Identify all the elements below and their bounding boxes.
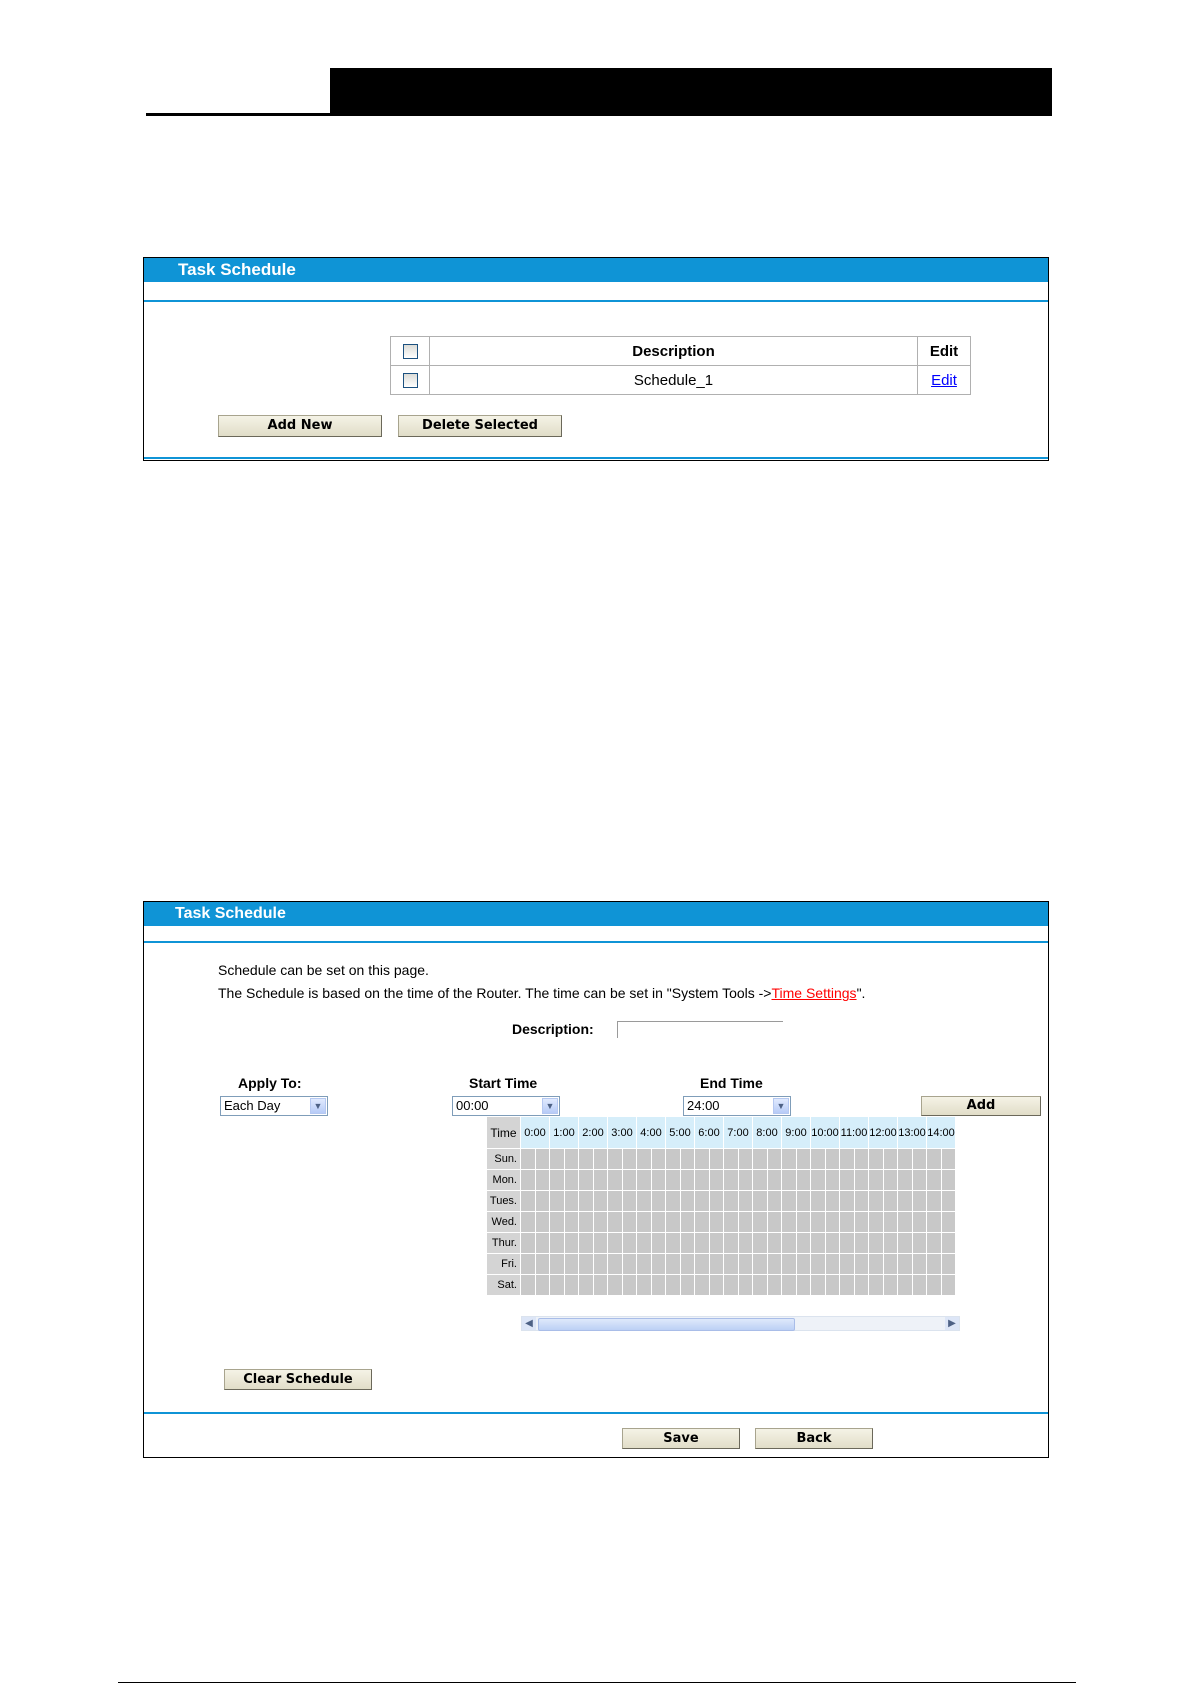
grid-day-row — [487, 1254, 955, 1274]
grid-hour-header: 9:00 — [782, 1117, 810, 1148]
schedule-slot[interactable] — [768, 1275, 782, 1295]
schedule-slot[interactable] — [884, 1233, 898, 1253]
schedule-slot[interactable] — [869, 1170, 883, 1190]
row-checkbox[interactable] — [403, 373, 418, 388]
schedule-slot[interactable] — [681, 1275, 695, 1295]
schedule-slot[interactable] — [855, 1170, 869, 1190]
schedule-slot[interactable] — [898, 1212, 912, 1232]
schedule-slot[interactable] — [782, 1275, 796, 1295]
grid-hour-header: 7:00 — [724, 1117, 752, 1148]
schedule-slot[interactable] — [753, 1212, 767, 1232]
schedule-slot[interactable] — [565, 1254, 579, 1274]
schedule-slot[interactable] — [942, 1191, 956, 1211]
schedule-slot[interactable] — [797, 1212, 811, 1232]
panel-title: Task Schedule — [144, 902, 1048, 926]
schedule-slot[interactable] — [927, 1275, 941, 1295]
schedule-slot[interactable] — [652, 1212, 666, 1232]
schedule-slot[interactable] — [521, 1254, 535, 1274]
task-schedule-list-panel — [143, 257, 1049, 461]
schedule-slot[interactable] — [536, 1233, 550, 1253]
schedule-slot[interactable] — [942, 1149, 956, 1169]
schedule-slot[interactable] — [942, 1254, 956, 1274]
schedule-slot[interactable] — [753, 1233, 767, 1253]
schedule-slot[interactable] — [913, 1275, 927, 1295]
schedule-slot[interactable] — [927, 1149, 941, 1169]
schedule-slot[interactable] — [695, 1149, 709, 1169]
description-header: Description — [430, 337, 918, 366]
schedule-slot[interactable] — [840, 1191, 854, 1211]
grid-day-label: Wed. — [487, 1212, 520, 1232]
schedule-slot[interactable] — [797, 1191, 811, 1211]
schedule-slot[interactable] — [521, 1212, 535, 1232]
schedule-slot[interactable] — [753, 1149, 767, 1169]
save-button[interactable]: Save — [622, 1428, 740, 1449]
schedule-slot[interactable] — [594, 1170, 608, 1190]
schedule-slot[interactable] — [739, 1149, 753, 1169]
schedule-slot[interactable] — [811, 1170, 825, 1190]
schedule-slot[interactable] — [565, 1233, 579, 1253]
scrollbar-thumb[interactable] — [538, 1318, 795, 1331]
schedule-slot[interactable] — [550, 1233, 564, 1253]
add-new-button[interactable]: Add New — [218, 415, 382, 437]
schedule-slot[interactable] — [942, 1275, 956, 1295]
schedule-slot[interactable] — [536, 1170, 550, 1190]
schedule-slot[interactable] — [768, 1233, 782, 1253]
schedule-slot[interactable] — [565, 1191, 579, 1211]
schedule-slot[interactable] — [710, 1191, 724, 1211]
schedule-slot[interactable] — [608, 1212, 622, 1232]
start-time-value: 00:00 — [456, 1098, 489, 1113]
schedule-slot[interactable] — [840, 1254, 854, 1274]
schedule-slot[interactable] — [550, 1191, 564, 1211]
schedule-slot[interactable] — [550, 1212, 564, 1232]
schedule-slot[interactable] — [898, 1149, 912, 1169]
schedule-slot[interactable] — [594, 1191, 608, 1211]
schedule-slot[interactable] — [811, 1275, 825, 1295]
schedule-slot[interactable] — [536, 1212, 550, 1232]
schedule-slot[interactable] — [652, 1254, 666, 1274]
schedule-slot[interactable] — [782, 1212, 796, 1232]
schedule-slot[interactable] — [884, 1191, 898, 1211]
schedule-slot[interactable] — [608, 1170, 622, 1190]
schedule-slot[interactable] — [666, 1233, 680, 1253]
schedule-slot[interactable] — [811, 1149, 825, 1169]
schedule-slot[interactable] — [913, 1191, 927, 1211]
schedule-slot[interactable] — [623, 1170, 637, 1190]
grid-time-header: Time — [487, 1117, 520, 1148]
schedule-slot[interactable] — [550, 1170, 564, 1190]
schedule-slot[interactable] — [811, 1191, 825, 1211]
row-edit-cell — [918, 366, 971, 395]
schedule-slot[interactable] — [565, 1170, 579, 1190]
schedule-slot[interactable] — [695, 1233, 709, 1253]
schedule-slot[interactable] — [840, 1212, 854, 1232]
schedule-slot[interactable] — [536, 1149, 550, 1169]
schedule-slot[interactable] — [724, 1233, 738, 1253]
schedule-table — [390, 336, 971, 395]
schedule-slot[interactable] — [869, 1254, 883, 1274]
schedule-slot[interactable] — [724, 1254, 738, 1274]
header-bar — [330, 68, 1052, 116]
schedule-slot[interactable] — [521, 1170, 535, 1190]
schedule-slot[interactable] — [826, 1149, 840, 1169]
schedule-slot[interactable] — [681, 1149, 695, 1169]
schedule-slot[interactable] — [681, 1233, 695, 1253]
grid-header-row — [487, 1117, 955, 1148]
delete-selected-button[interactable]: Delete Selected — [398, 415, 562, 437]
schedule-slot[interactable] — [521, 1275, 535, 1295]
schedule-slot[interactable] — [521, 1233, 535, 1253]
schedule-slot[interactable] — [550, 1149, 564, 1169]
back-button[interactable]: Back — [755, 1428, 873, 1449]
schedule-slot[interactable] — [637, 1191, 651, 1211]
schedule-slot[interactable] — [782, 1170, 796, 1190]
info-line-2-prefix: The Schedule is based on the time of the Router. The time can be set in "System Tools -> — [218, 985, 772, 1001]
schedule-slot[interactable] — [666, 1254, 680, 1274]
header-underline — [146, 113, 330, 116]
grid-hour-header: 5:00 — [666, 1117, 694, 1148]
schedule-slot[interactable] — [565, 1212, 579, 1232]
grid-hour-header: 6:00 — [695, 1117, 723, 1148]
schedule-slot[interactable] — [739, 1212, 753, 1232]
schedule-slot[interactable] — [782, 1233, 796, 1253]
schedule-slot[interactable] — [710, 1254, 724, 1274]
schedule-slot[interactable] — [811, 1254, 825, 1274]
add-button[interactable]: Add — [921, 1096, 1041, 1116]
schedule-slot[interactable] — [536, 1191, 550, 1211]
schedule-slot[interactable] — [594, 1149, 608, 1169]
schedule-slot[interactable] — [565, 1149, 579, 1169]
grid-day-label: Fri. — [487, 1254, 520, 1274]
chevron-down-icon: ▼ — [542, 1098, 558, 1114]
schedule-slot[interactable] — [652, 1233, 666, 1253]
schedule-slot[interactable] — [782, 1191, 796, 1211]
schedule-slot[interactable] — [710, 1170, 724, 1190]
schedule-slot[interactable] — [623, 1233, 637, 1253]
schedule-slot[interactable] — [797, 1233, 811, 1253]
grid-hour-header: 12:00 — [869, 1117, 897, 1148]
schedule-slot[interactable] — [724, 1170, 738, 1190]
panel-title: Task Schedule — [144, 258, 1048, 282]
chevron-down-icon: ▼ — [773, 1098, 789, 1114]
schedule-slot[interactable] — [840, 1233, 854, 1253]
schedule-slot[interactable] — [652, 1191, 666, 1211]
scroll-right-icon[interactable]: ▶ — [945, 1317, 959, 1330]
schedule-slot[interactable] — [666, 1149, 680, 1169]
schedule-slot[interactable] — [608, 1191, 622, 1211]
schedule-slot[interactable] — [637, 1212, 651, 1232]
schedule-slot[interactable] — [739, 1191, 753, 1211]
schedule-slot[interactable] — [666, 1191, 680, 1211]
grid-hour-header: 10:00 — [811, 1117, 839, 1148]
schedule-slot[interactable] — [579, 1212, 593, 1232]
grid-day-row — [487, 1149, 955, 1169]
schedule-slot[interactable] — [594, 1275, 608, 1295]
horizontal-scrollbar[interactable] — [521, 1316, 960, 1331]
schedule-slot[interactable] — [594, 1212, 608, 1232]
schedule-slot[interactable] — [724, 1149, 738, 1169]
schedule-slot[interactable] — [550, 1275, 564, 1295]
schedule-slot[interactable] — [753, 1254, 767, 1274]
grid-day-label: Sun. — [487, 1149, 520, 1169]
schedule-slot[interactable] — [811, 1233, 825, 1253]
row-select-cell — [391, 366, 430, 395]
schedule-slot[interactable] — [797, 1254, 811, 1274]
schedule-slot[interactable] — [768, 1254, 782, 1274]
schedule-slot[interactable] — [637, 1233, 651, 1253]
schedule-slot[interactable] — [724, 1212, 738, 1232]
schedule-slot[interactable] — [898, 1170, 912, 1190]
schedule-slot[interactable] — [724, 1191, 738, 1211]
schedule-slot[interactable] — [840, 1149, 854, 1169]
schedule-slot[interactable] — [623, 1275, 637, 1295]
schedule-slot[interactable] — [811, 1212, 825, 1232]
schedule-slot[interactable] — [623, 1149, 637, 1169]
schedule-slot[interactable] — [855, 1233, 869, 1253]
schedule-slot[interactable] — [565, 1275, 579, 1295]
schedule-slot[interactable] — [753, 1191, 767, 1211]
schedule-slot[interactable] — [681, 1170, 695, 1190]
schedule-slot[interactable] — [637, 1275, 651, 1295]
schedule-slot[interactable] — [840, 1170, 854, 1190]
time-settings-link[interactable]: Time Settings — [771, 985, 857, 1001]
schedule-slot[interactable] — [579, 1233, 593, 1253]
schedule-slot[interactable] — [942, 1233, 956, 1253]
schedule-slot[interactable] — [927, 1233, 941, 1253]
grid-hour-header: 8:00 — [753, 1117, 781, 1148]
schedule-slot[interactable] — [536, 1275, 550, 1295]
schedule-slot[interactable] — [623, 1191, 637, 1211]
schedule-slot[interactable] — [869, 1191, 883, 1211]
apply-to-select[interactable] — [220, 1096, 328, 1116]
end-time-select[interactable] — [683, 1096, 791, 1116]
divider — [144, 941, 1048, 943]
schedule-slot[interactable] — [913, 1254, 927, 1274]
schedule-slot[interactable] — [782, 1149, 796, 1169]
schedule-slot[interactable] — [942, 1170, 956, 1190]
schedule-grid — [486, 1116, 956, 1296]
row-description: Schedule_1 — [430, 366, 918, 395]
schedule-slot[interactable] — [666, 1212, 680, 1232]
select-all-checkbox[interactable] — [403, 344, 418, 359]
divider — [144, 457, 1048, 459]
grid-hour-header: 4:00 — [637, 1117, 665, 1148]
description-input[interactable] — [617, 1021, 783, 1038]
description-label: Description: — [512, 1021, 594, 1037]
schedule-slot[interactable] — [695, 1254, 709, 1274]
schedule-slot[interactable] — [579, 1191, 593, 1211]
schedule-slot[interactable] — [579, 1170, 593, 1190]
info-line-2-suffix: ". — [856, 985, 866, 1001]
schedule-slot[interactable] — [797, 1170, 811, 1190]
schedule-slot[interactable] — [521, 1149, 535, 1169]
schedule-slot[interactable] — [768, 1191, 782, 1211]
grid-day-row — [487, 1233, 955, 1253]
schedule-slot[interactable] — [826, 1212, 840, 1232]
divider — [144, 1412, 1048, 1414]
schedule-slot[interactable] — [753, 1275, 767, 1295]
chevron-down-icon: ▼ — [310, 1098, 326, 1114]
schedule-slot[interactable] — [695, 1212, 709, 1232]
schedule-slot[interactable] — [797, 1275, 811, 1295]
schedule-slot[interactable] — [884, 1275, 898, 1295]
schedule-slot[interactable] — [884, 1254, 898, 1274]
grid-hour-header: 11:00 — [840, 1117, 868, 1148]
grid-day-label: Thur. — [487, 1233, 520, 1253]
schedule-slot[interactable] — [608, 1275, 622, 1295]
grid-hour-header: 14:00 — [927, 1117, 955, 1148]
schedule-slot[interactable] — [637, 1149, 651, 1169]
schedule-slot[interactable] — [652, 1275, 666, 1295]
schedule-slot[interactable] — [710, 1212, 724, 1232]
schedule-slot[interactable] — [521, 1191, 535, 1211]
schedule-slot[interactable] — [826, 1254, 840, 1274]
schedule-slot[interactable] — [855, 1254, 869, 1274]
apply-to-label: Apply To: — [238, 1075, 302, 1091]
schedule-slot[interactable] — [840, 1275, 854, 1295]
schedule-slot[interactable] — [855, 1275, 869, 1295]
grid-hour-header: 0:00 — [521, 1117, 549, 1148]
schedule-slot[interactable] — [855, 1191, 869, 1211]
clear-schedule-button[interactable]: Clear Schedule — [224, 1369, 372, 1390]
grid-hour-header: 3:00 — [608, 1117, 636, 1148]
schedule-slot[interactable] — [579, 1254, 593, 1274]
schedule-slot[interactable] — [536, 1254, 550, 1274]
schedule-slot[interactable] — [608, 1254, 622, 1274]
select-all-cell — [391, 337, 430, 366]
schedule-slot[interactable] — [927, 1254, 941, 1274]
scroll-left-icon[interactable]: ◀ — [522, 1317, 536, 1330]
schedule-slot[interactable] — [869, 1149, 883, 1169]
task-schedule-edit-panel — [143, 901, 1049, 1458]
schedule-slot[interactable] — [869, 1275, 883, 1295]
grid-day-row — [487, 1170, 955, 1190]
schedule-slot[interactable] — [666, 1275, 680, 1295]
end-time-label: End Time — [700, 1075, 763, 1091]
schedule-slot[interactable] — [884, 1212, 898, 1232]
schedule-slot[interactable] — [898, 1191, 912, 1211]
footer-rule — [118, 1682, 1076, 1683]
schedule-slot[interactable] — [608, 1233, 622, 1253]
schedule-slot[interactable] — [652, 1170, 666, 1190]
schedule-slot[interactable] — [579, 1149, 593, 1169]
schedule-slot[interactable] — [826, 1233, 840, 1253]
schedule-slot[interactable] — [913, 1170, 927, 1190]
schedule-slot[interactable] — [898, 1233, 912, 1253]
schedule-slot[interactable] — [637, 1254, 651, 1274]
schedule-slot[interactable] — [797, 1149, 811, 1169]
schedule-slot[interactable] — [608, 1149, 622, 1169]
schedule-slot[interactable] — [710, 1149, 724, 1169]
grid-day-row — [487, 1212, 955, 1232]
schedule-slot[interactable] — [884, 1170, 898, 1190]
divider — [144, 300, 1048, 302]
schedule-grid-viewport — [486, 1116, 960, 1316]
schedule-slot[interactable] — [782, 1254, 796, 1274]
schedule-slot[interactable] — [637, 1170, 651, 1190]
schedule-slot[interactable] — [927, 1191, 941, 1211]
grid-hour-header: 13:00 — [898, 1117, 926, 1148]
edit-header: Edit — [918, 337, 971, 366]
schedule-slot[interactable] — [710, 1275, 724, 1295]
schedule-slot[interactable] — [724, 1275, 738, 1295]
schedule-slot[interactable] — [666, 1170, 680, 1190]
schedule-slot[interactable] — [913, 1149, 927, 1169]
schedule-slot[interactable] — [768, 1170, 782, 1190]
schedule-slot[interactable] — [768, 1149, 782, 1169]
schedule-slot[interactable] — [681, 1212, 695, 1232]
grid-day-label: Tues. — [487, 1191, 520, 1211]
schedule-slot[interactable] — [623, 1254, 637, 1274]
schedule-slot[interactable] — [579, 1275, 593, 1295]
schedule-slot[interactable] — [898, 1275, 912, 1295]
schedule-slot[interactable] — [855, 1149, 869, 1169]
grid-hour-header: 2:00 — [579, 1117, 607, 1148]
schedule-slot[interactable] — [927, 1212, 941, 1232]
schedule-slot[interactable] — [869, 1212, 883, 1232]
schedule-slot[interactable] — [710, 1233, 724, 1253]
start-time-select[interactable] — [452, 1096, 560, 1116]
schedule-slot[interactable] — [695, 1275, 709, 1295]
end-time-value: 24:00 — [687, 1098, 720, 1113]
schedule-slot[interactable] — [855, 1212, 869, 1232]
schedule-slot[interactable] — [695, 1170, 709, 1190]
schedule-slot[interactable] — [681, 1191, 695, 1211]
schedule-slot[interactable] — [550, 1254, 564, 1274]
schedule-slot[interactable] — [695, 1191, 709, 1211]
grid-day-row — [487, 1191, 955, 1211]
grid-day-label: Mon. — [487, 1170, 520, 1190]
grid-day-label: Sat. — [487, 1275, 520, 1295]
schedule-slot[interactable] — [869, 1233, 883, 1253]
schedule-slot[interactable] — [594, 1254, 608, 1274]
schedule-slot[interactable] — [942, 1212, 956, 1232]
schedule-slot[interactable] — [739, 1233, 753, 1253]
start-time-label: Start Time — [469, 1075, 538, 1091]
schedule-slot[interactable] — [623, 1212, 637, 1232]
schedule-slot[interactable] — [898, 1254, 912, 1274]
schedule-slot[interactable] — [826, 1275, 840, 1295]
table-row — [391, 366, 971, 395]
schedule-slot[interactable] — [913, 1233, 927, 1253]
schedule-slot[interactable] — [739, 1254, 753, 1274]
grid-hour-header: 1:00 — [550, 1117, 578, 1148]
schedule-slot[interactable] — [753, 1170, 767, 1190]
grid-day-row — [487, 1275, 955, 1295]
info-line-1: Schedule can be set on this page. — [218, 962, 429, 978]
schedule-slot[interactable] — [826, 1191, 840, 1211]
schedule-slot[interactable] — [927, 1170, 941, 1190]
edit-link[interactable]: Edit — [931, 371, 957, 389]
schedule-slot[interactable] — [594, 1233, 608, 1253]
schedule-slot[interactable] — [681, 1254, 695, 1274]
schedule-slot[interactable] — [739, 1275, 753, 1295]
schedule-slot[interactable] — [884, 1149, 898, 1169]
info-line-2 — [218, 985, 865, 1001]
schedule-slot[interactable] — [826, 1170, 840, 1190]
apply-to-value: Each Day — [224, 1098, 281, 1113]
schedule-slot[interactable] — [913, 1212, 927, 1232]
schedule-slot[interactable] — [739, 1170, 753, 1190]
schedule-slot[interactable] — [652, 1149, 666, 1169]
table-header-row — [391, 337, 971, 366]
schedule-slot[interactable] — [768, 1212, 782, 1232]
